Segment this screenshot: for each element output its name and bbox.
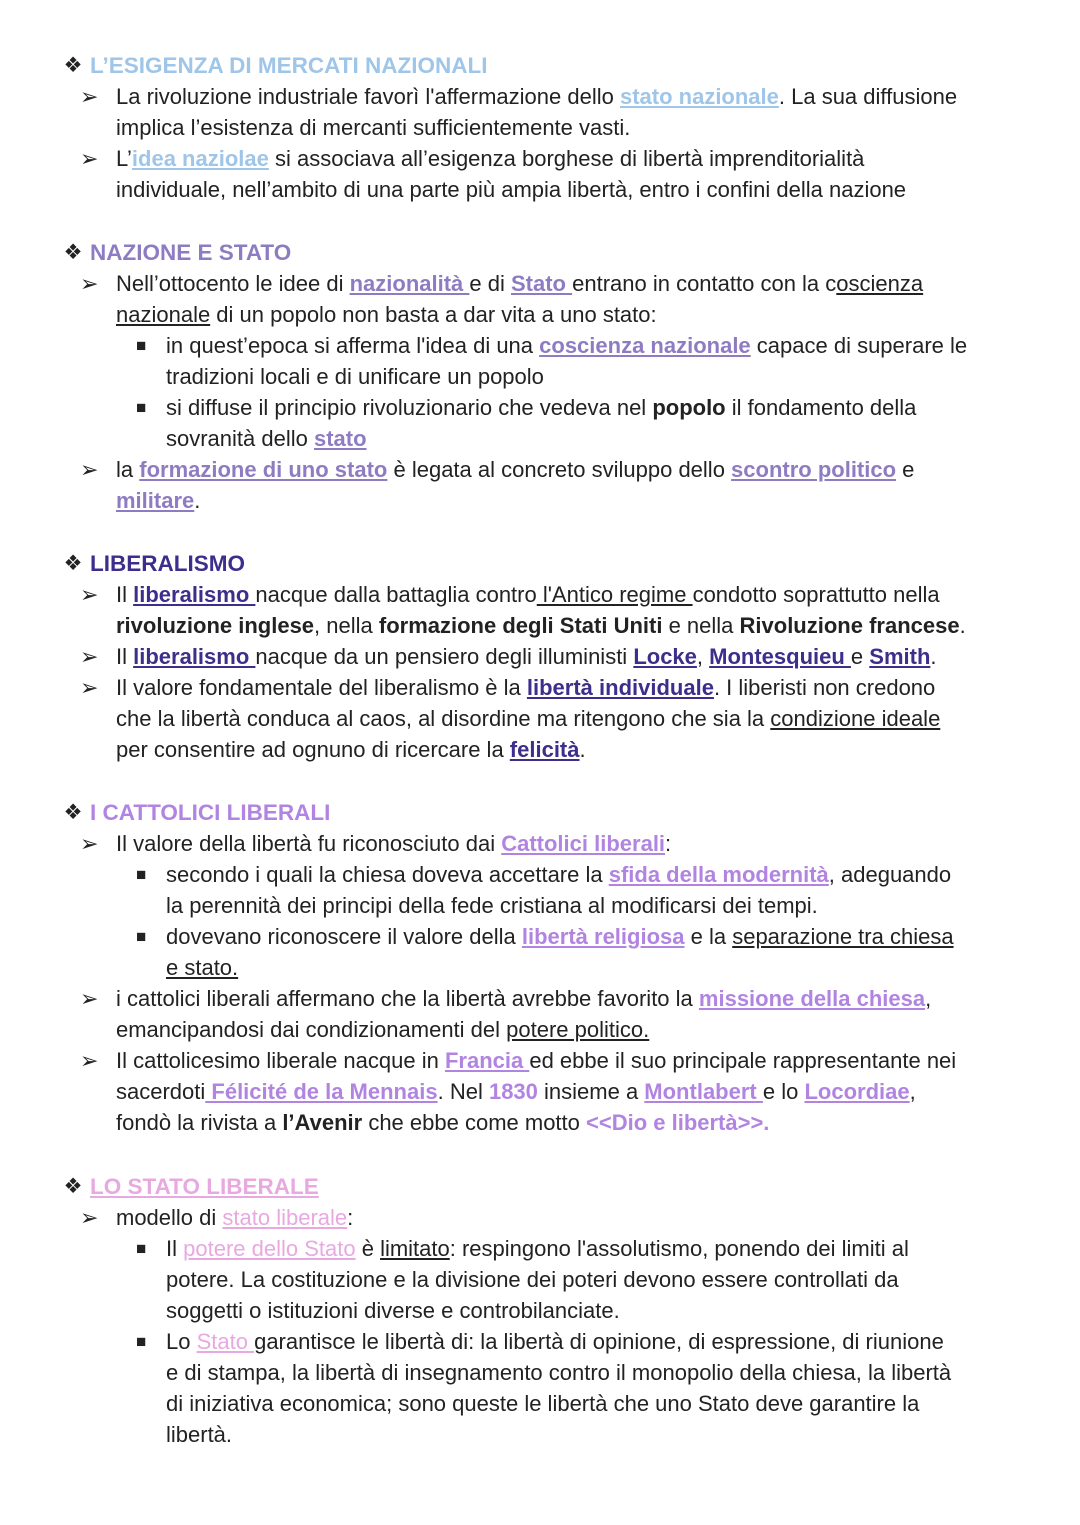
paragraph-line: libertà. — [166, 1422, 233, 1447]
square-bullet-icon: ■ — [136, 927, 147, 946]
bold-text: popolo — [652, 395, 726, 420]
paragraph-line — [116, 641, 937, 672]
paragraph-line — [116, 454, 914, 485]
text: il fondamento della — [725, 395, 917, 420]
link-stato-nazionale[interactable]: stato nazionale — [619, 84, 779, 109]
link-scontro-politico[interactable]: scontro politico — [731, 457, 897, 482]
text: Il — [116, 582, 134, 607]
paragraph-line — [116, 485, 200, 516]
link-felicite-de-la-mennais[interactable]: Félicité de la Mennais — [205, 1079, 438, 1104]
section-heading — [62, 237, 1052, 268]
text: entrano in contatto con la c — [572, 271, 837, 296]
square-bullet-icon: ■ — [136, 865, 147, 884]
link-locke[interactable]: Locke — [633, 644, 697, 669]
underlined-text: potere politico. — [506, 1017, 650, 1042]
underlined-text: nazionale — [116, 302, 211, 327]
square-bullet-icon: ■ — [136, 336, 147, 355]
text: L’ — [116, 146, 132, 171]
text: : respingono l'assolutismo, ponendo dei limiti al — [449, 1236, 909, 1261]
paragraph-line — [116, 1076, 916, 1107]
text: sacerdoti — [116, 1079, 206, 1104]
text: : — [347, 1205, 354, 1230]
section-title: LIBERALISMO — [90, 551, 245, 576]
underlined-text: l'Antico regime — [536, 582, 693, 607]
paragraph-line — [116, 268, 923, 299]
paragraph-line — [116, 672, 935, 703]
text: . — [959, 613, 966, 638]
paragraph-line — [166, 921, 954, 952]
square-bullet-icon: ■ — [136, 1332, 147, 1351]
arrow-bullet-icon: ➢ — [80, 271, 99, 296]
motto-text: <<Dio e libertà>>. — [586, 1110, 770, 1135]
text: ed ebbe il suo principale rappresentante nei — [529, 1048, 957, 1073]
diamond-bullet-icon: ❖ — [63, 1175, 83, 1198]
text: Il valore fondamentale del liberalismo è la — [116, 675, 527, 700]
arrow-bullet-icon: ➢ — [80, 1048, 99, 1073]
text: i cattolici liberali affermano che la libertà avrebbe favorito la — [116, 986, 699, 1011]
arrow-bullet-icon: ➢ — [80, 84, 99, 109]
arrow-bullet-icon: ➢ — [80, 146, 99, 171]
arrow-bullet-icon: ➢ — [80, 675, 99, 700]
section-nazione-e-stato — [62, 237, 1052, 513]
arrow-bullet-icon: ➢ — [80, 457, 99, 482]
link-liberalismo[interactable]: liberalismo — [133, 644, 256, 669]
paragraph-line: individuale, nell’ambito di una parte più ampia libertà, entro i confini della nazione — [116, 177, 907, 202]
text: garantisce le libertà di: la libertà di opinione, di espressione, di riunione — [254, 1329, 944, 1354]
text: insieme a — [537, 1079, 645, 1104]
section-cattolici-liberali — [62, 797, 1052, 1135]
section-liberalismo — [62, 548, 1052, 762]
section-heading — [62, 50, 1052, 81]
paragraph-line — [116, 579, 940, 610]
text: in quest’epoca si afferma l'idea di una — [166, 333, 540, 358]
paragraph-line — [166, 330, 967, 361]
text: , adeguando — [828, 862, 952, 887]
text: . Nel — [437, 1079, 489, 1104]
text: Il cattolicesimo liberale nacque in — [116, 1048, 445, 1073]
underlined-text: condizione ideale — [770, 706, 941, 731]
text: , nella — [314, 613, 379, 638]
text: . I liberisti non credono — [713, 675, 936, 700]
link-smith[interactable]: Smith — [869, 644, 931, 669]
paragraph-line — [116, 1014, 649, 1045]
paragraph-line: la perennità dei principi della fede cristiana al modificarsi dei tempi. — [166, 893, 818, 918]
section-title[interactable]: LO STATO LIBERALE — [90, 1174, 319, 1199]
section-title: NAZIONE E STATO — [90, 240, 292, 265]
link-missione-chiesa[interactable]: missione della chiesa — [698, 986, 926, 1011]
underlined-text: limitato — [380, 1236, 450, 1261]
underlined-text: e stato. — [166, 955, 239, 980]
paragraph-line — [166, 1326, 944, 1357]
paragraph-line — [166, 952, 238, 983]
bold-text: rivoluzione inglese — [116, 613, 315, 638]
text: . — [194, 488, 201, 513]
text: secondo i quali la chiesa doveva accettare la — [166, 862, 609, 887]
link-liberalismo[interactable]: liberalismo — [133, 582, 256, 607]
arrow-bullet-icon: ➢ — [80, 831, 99, 856]
section-stato-liberale — [62, 1171, 1052, 1447]
diamond-bullet-icon: ❖ — [63, 801, 83, 824]
section-heading — [62, 548, 1052, 579]
link-francia[interactable]: Francia — [444, 1048, 530, 1073]
text: emancipandosi dai condizionamenti del — [116, 1017, 507, 1042]
section-heading — [62, 1171, 1052, 1202]
text: Nell’ottocento le idee di — [116, 271, 350, 296]
link-cattolici-liberali[interactable]: Cattolici liberali — [501, 831, 666, 856]
text: Il — [166, 1236, 184, 1261]
text: , — [909, 1079, 916, 1104]
link-liberta-religiosa[interactable]: libertà religiosa — [521, 924, 685, 949]
text: per consentire ad ognuno di ricercare la — [116, 737, 510, 762]
text: e la — [684, 924, 733, 949]
text: e nella — [662, 613, 740, 638]
section-heading — [62, 797, 1052, 828]
link-militare[interactable]: militare — [116, 488, 195, 513]
paragraph-line: soggetti o istituzioni diverse e controbilanciate. — [166, 1298, 620, 1323]
text: e di — [469, 271, 511, 296]
paragraph-line — [116, 1202, 353, 1233]
square-bullet-icon: ■ — [136, 398, 147, 417]
underlined-text: oscienza — [836, 271, 924, 296]
text: si diffuse il principio rivoluzionario che vedeva nel — [166, 395, 653, 420]
paragraph-line — [116, 703, 940, 734]
link-idea-nazionale[interactable]: idea naziolae — [131, 146, 269, 171]
link-montlabert[interactable]: Montlabert — [644, 1079, 763, 1104]
arrow-bullet-icon: ➢ — [80, 644, 99, 669]
paragraph-line: implica l’esistenza di mercanti sufficientemente vasti. — [116, 115, 631, 140]
text: . La sua diffusione — [778, 84, 958, 109]
paragraph-line — [116, 1045, 956, 1076]
text: . — [579, 737, 586, 762]
text: Lo — [166, 1329, 197, 1354]
paragraph-line — [166, 1233, 909, 1264]
year-text: 1830 — [488, 1079, 538, 1104]
paragraph-line: tradizioni locali e di unificare un popolo — [166, 364, 544, 389]
link-montesquieu[interactable]: Montesquieu — [709, 644, 851, 669]
text: che ebbe come motto — [362, 1110, 586, 1135]
text: nacque dalla battaglia contro — [255, 582, 537, 607]
arrow-bullet-icon: ➢ — [80, 986, 99, 1011]
paragraph-line — [116, 610, 966, 641]
paragraph-line — [116, 828, 671, 859]
arrow-bullet-icon: ➢ — [80, 1205, 99, 1230]
text: capace di superare le — [750, 333, 968, 358]
paragraph-line: di iniziativa economica; sono queste le libertà che uno Stato deve garantire la — [166, 1391, 920, 1416]
paragraph-line — [116, 734, 586, 765]
text: nacque da un pensiero degli illuministi — [255, 644, 634, 669]
paragraph-line: e di stampa, la libertà di insegnamento contro il monopolio della chiesa, la libertà — [166, 1360, 952, 1385]
paragraph-line — [166, 423, 367, 454]
text: la — [116, 457, 140, 482]
text: e — [850, 644, 870, 669]
paragraph-line — [166, 859, 951, 890]
text: : — [665, 831, 672, 856]
link-stato[interactable]: Stato — [196, 1329, 255, 1354]
underlined-text: separazione tra chiesa — [732, 924, 954, 949]
link-locordiae[interactable]: Locordiae — [804, 1079, 910, 1104]
link-formazione-stato[interactable]: formazione di uno stato — [139, 457, 388, 482]
link-liberta-individuale[interactable]: libertà individuale — [526, 675, 714, 700]
text: condotto soprattutto nella — [692, 582, 940, 607]
section-title: L’ESIGENZA DI MERCATI NAZIONALI — [90, 53, 488, 78]
diamond-bullet-icon: ❖ — [63, 241, 83, 264]
text: si associava all’esigenza borghese di libertà imprenditorialità — [268, 146, 865, 171]
section-mercati-nazionali — [62, 50, 1052, 202]
paragraph-line: potere. La costituzione e la divisione dei poteri devono essere controllati da — [166, 1267, 899, 1292]
link-stato[interactable]: Stato — [510, 271, 573, 296]
paragraph-line — [116, 983, 931, 1014]
arrow-bullet-icon: ➢ — [80, 582, 99, 607]
bold-text: l’Avenir — [282, 1110, 363, 1135]
paragraph-line — [116, 299, 657, 330]
text: è legata al concreto sviluppo dello — [387, 457, 732, 482]
text: dovevano riconoscere il valore della — [166, 924, 522, 949]
bold-text: formazione degli Stati Uniti — [378, 613, 663, 638]
section-title: I CATTOLICI LIBERALI — [90, 800, 331, 825]
diamond-bullet-icon: ❖ — [63, 552, 83, 575]
text: che la libertà conduca al caos, al disordine ma ritengono che sia la — [116, 706, 771, 731]
text: Il — [116, 644, 134, 669]
paragraph-line — [116, 81, 957, 112]
text: di un popolo non basta a dar vita a uno stato: — [210, 302, 657, 327]
paragraph-line — [166, 392, 916, 423]
text: fondò la rivista a — [116, 1110, 283, 1135]
text: modello di — [116, 1205, 223, 1230]
text: sovranità dello — [166, 426, 314, 451]
link-stato-liberale[interactable]: stato liberale — [222, 1205, 348, 1230]
link-potere-stato[interactable]: potere dello Stato — [183, 1236, 356, 1261]
text: La rivoluzione industriale favorì l'affermazione dello — [116, 84, 620, 109]
link-sfida-modernita[interactable]: sfida della modernità — [608, 862, 829, 887]
square-bullet-icon: ■ — [136, 1239, 147, 1258]
text: e — [896, 457, 915, 482]
text: è — [355, 1236, 381, 1261]
text: e lo — [762, 1079, 805, 1104]
text: Il valore della libertà fu riconosciuto dai — [116, 831, 502, 856]
text: , — [696, 644, 710, 669]
diamond-bullet-icon: ❖ — [63, 54, 83, 77]
link-felicita[interactable]: felicità — [509, 737, 580, 762]
paragraph-line — [116, 1107, 769, 1138]
link-coscienza-nazionale[interactable]: coscienza nazionale — [539, 333, 751, 358]
link-stato[interactable]: stato — [313, 426, 367, 451]
text: . — [930, 644, 937, 669]
paragraph-line — [116, 143, 864, 174]
link-nazionalita[interactable]: nazionalità — [349, 271, 470, 296]
text: , — [925, 986, 932, 1011]
bold-text: Rivoluzione francese — [739, 613, 960, 638]
